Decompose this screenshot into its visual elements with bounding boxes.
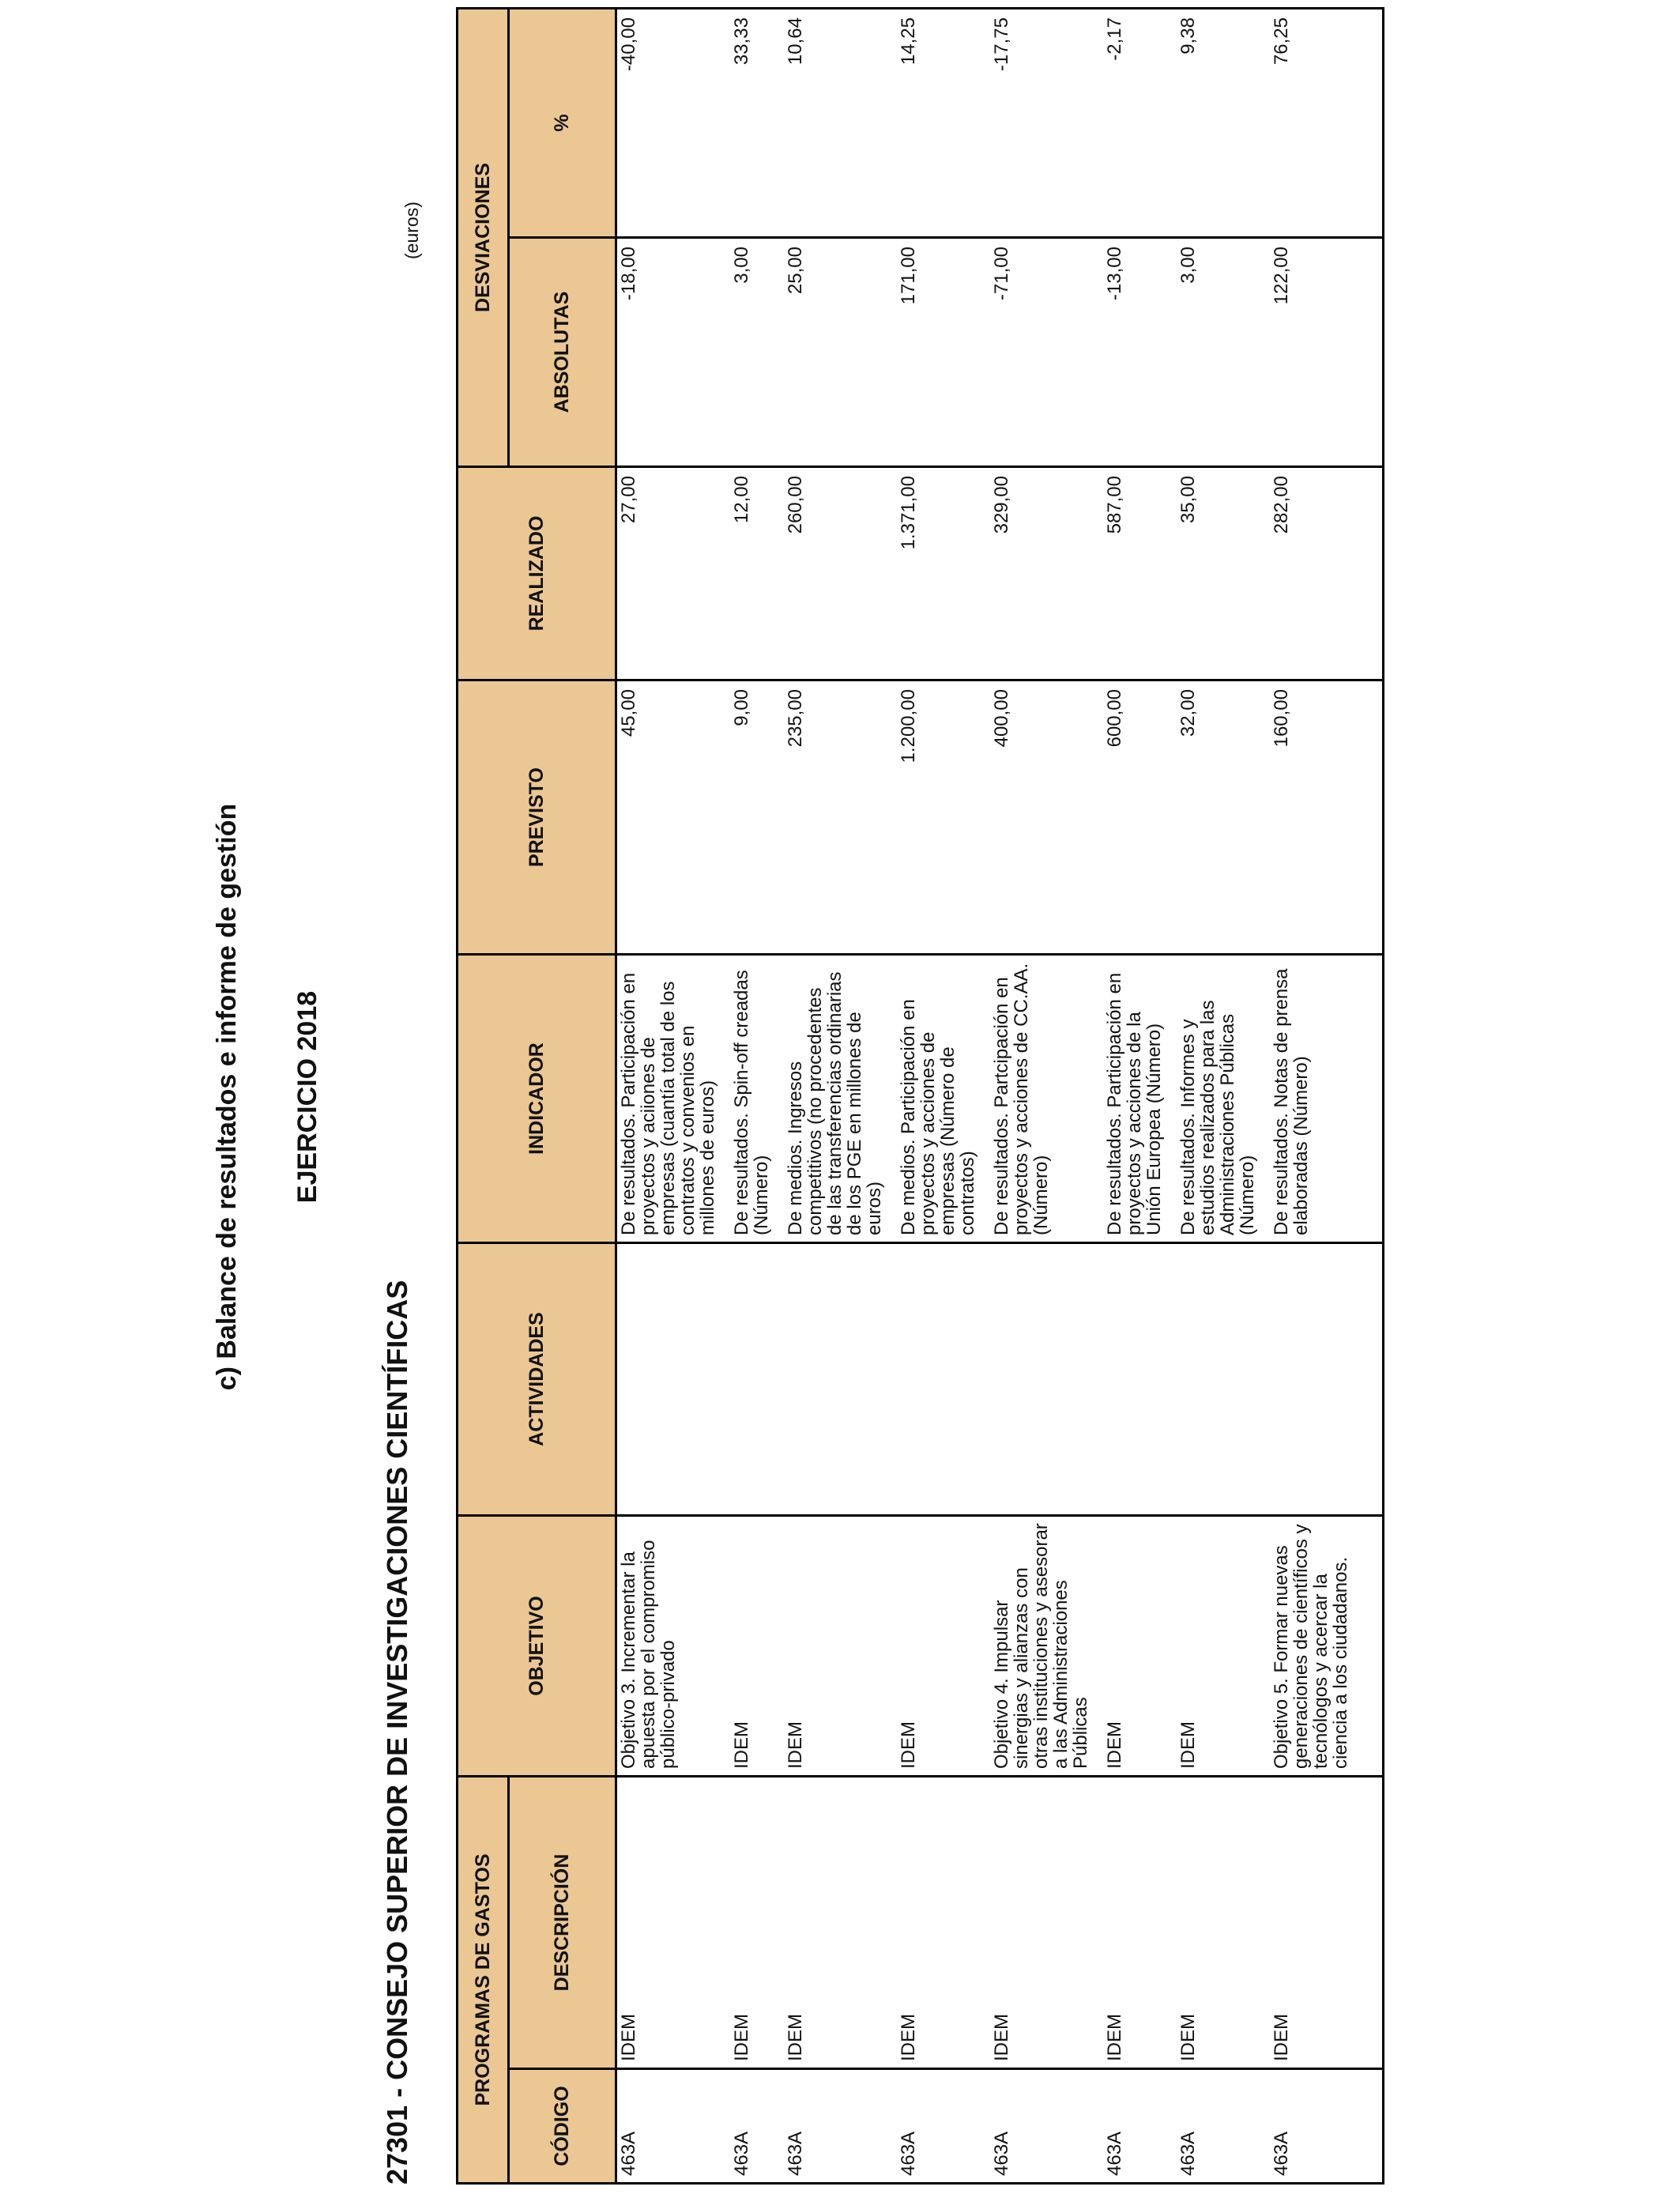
cell-codigo: 463A [989, 2069, 1102, 2184]
cell-previsto: 45,00 [616, 680, 729, 955]
cell-realizado: 329,00 [989, 467, 1102, 680]
entity-title: 27301 - CONSEJO SUPERIOR DE INVESTIGACIONES CIENTÍFICAS [381, 1280, 413, 2185]
header-indicador: INDICADOR [458, 955, 616, 1243]
cell-objetivo: IDEM [895, 1516, 989, 1777]
cell-objetivo: IDEM [1175, 1516, 1268, 1777]
cell-porcentaje: 14,25 [895, 9, 989, 238]
cell-descripcion: IDEM [1268, 1777, 1384, 2069]
cell-indicador: De resultados. Informes y estudios realizados para las Administraciones Públicas (Número) [1175, 955, 1268, 1243]
cell-porcentaje: 9,38 [1175, 9, 1268, 238]
header-actividades: ACTIVIDADES [458, 1243, 616, 1516]
cell-previsto: 400,00 [989, 680, 1102, 955]
cell-porcentaje: 76,25 [1268, 9, 1384, 238]
cell-objetivo: IDEM [1102, 1516, 1175, 1777]
cell-actividades [895, 1243, 989, 1516]
cell-absolutas: -13,00 [1102, 238, 1175, 467]
cell-porcentaje: -2,17 [1102, 9, 1175, 238]
cell-objetivo: IDEM [729, 1516, 782, 1777]
cell-porcentaje: -40,00 [616, 9, 729, 238]
cell-realizado: 27,00 [616, 467, 729, 680]
cell-actividades [1175, 1243, 1268, 1516]
cell-codigo: 463A [1268, 2069, 1384, 2184]
header-descripcion: DESCRIPCIÓN [509, 1777, 616, 2069]
cell-previsto: 160,00 [1268, 680, 1384, 955]
cell-codigo: 463A [1175, 2069, 1268, 2184]
cell-descripcion: IDEM [616, 1777, 729, 2069]
cell-descripcion: IDEM [1175, 1777, 1268, 2069]
cell-objetivo: Objetivo 4. Impulsar sinergias y alianzas con otras instituciones y asesorar a las Administraciones Públicas [989, 1516, 1102, 1777]
cell-realizado: 260,00 [782, 467, 895, 680]
cell-realizado: 587,00 [1102, 467, 1175, 680]
cell-objetivo: Objetivo 5. Formar nuevas generaciones de científicos y tecnólogos y acercar la ciencia a los ciudadanos. [1268, 1516, 1384, 1777]
cell-realizado: 12,00 [729, 467, 782, 680]
cell-porcentaje: 33,33 [729, 9, 782, 238]
cell-codigo: 463A [616, 2069, 729, 2184]
header-realizado: REALIZADO [458, 467, 616, 680]
cell-previsto: 1.200,00 [895, 680, 989, 955]
cell-indicador: De resultados. Partcipación en proyectos y acciones de CC.AA. (Número) [989, 955, 1102, 1243]
cell-realizado: 1.371,00 [895, 467, 989, 680]
cell-absolutas: 25,00 [782, 238, 895, 467]
header-objetivo: OBJETIVO [458, 1516, 616, 1777]
cell-objetivo: Objetivo 3. Incrementar la apuesta por el compromiso público-privado [616, 1516, 729, 1777]
table-row [1102, 9, 1175, 2184]
cell-absolutas: 3,00 [1175, 238, 1268, 467]
fiscal-year-heading: EJERCICIO 2018 [292, 990, 322, 1204]
cell-descripcion: IDEM [1102, 1777, 1175, 2069]
cell-indicador: De resultados. Spin-off creadas (Número) [729, 955, 782, 1243]
table-row [1268, 9, 1384, 2184]
cell-absolutas: 3,00 [729, 238, 782, 467]
cell-descripcion: IDEM [895, 1777, 989, 2069]
cell-actividades [989, 1243, 1102, 1516]
section-heading: c) Balance de resultados e informe de gestión [212, 803, 242, 1391]
cell-porcentaje: 10,64 [782, 9, 895, 238]
cell-previsto: 600,00 [1102, 680, 1175, 955]
table-row [895, 9, 989, 2184]
header-absolutas: ABSOLUTAS [509, 238, 616, 467]
cell-codigo: 463A [895, 2069, 989, 2184]
cell-indicador: De resultados. Participación en proyectos y aciiones de empresas (cuantía total de los contratos y convenios en millones de euros) [616, 955, 729, 1243]
cell-objetivo: IDEM [782, 1516, 895, 1777]
cell-actividades [616, 1243, 729, 1516]
currency-units: (euros) [401, 202, 422, 259]
cell-codigo: 463A [782, 2069, 895, 2184]
cell-actividades [1268, 1243, 1384, 1516]
cell-actividades [782, 1243, 895, 1516]
table-row [729, 9, 782, 2184]
cell-codigo: 463A [729, 2069, 782, 2184]
cell-absolutas: 122,00 [1268, 238, 1384, 467]
cell-realizado: 282,00 [1268, 467, 1384, 680]
cell-absolutas: -18,00 [616, 238, 729, 467]
cell-absolutas: -71,00 [989, 238, 1102, 467]
cell-previsto: 9,00 [729, 680, 782, 955]
cell-porcentaje: -17,75 [989, 9, 1102, 238]
cell-descripcion: IDEM [782, 1777, 895, 2069]
cell-indicador: De resultados. Participación en proyectos y acciones de la Unión Europea (Número) [1102, 955, 1175, 1243]
header-codigo: CÓDIGO [509, 2069, 616, 2184]
table-row [616, 9, 729, 2184]
cell-realizado: 35,00 [1175, 467, 1268, 680]
header-porcentaje: % [509, 9, 616, 238]
cell-descripcion: IDEM [989, 1777, 1102, 2069]
header-group-programas: PROGRAMAS DE GASTOS [458, 1777, 509, 2184]
header-previsto: PREVISTO [458, 680, 616, 955]
cell-indicador: De medios. Participación en proyectos y acciones de empresas (Número de contratos) [895, 955, 989, 1243]
cell-previsto: 235,00 [782, 680, 895, 955]
cell-codigo: 463A [1102, 2069, 1175, 2184]
cell-indicador: De medios. Ingresos competitivos (no procedentes de las transferencias ordinarias de los PGE en millones de euros) [782, 955, 895, 1243]
cell-absolutas: 171,00 [895, 238, 989, 467]
cell-actividades [729, 1243, 782, 1516]
table-row [1175, 9, 1268, 2184]
cell-actividades [1102, 1243, 1175, 1516]
header-group-desviaciones: DESVIACIONES [458, 9, 509, 467]
cell-indicador: De resultados. Notas de prensa elaboradas (Número) [1268, 955, 1384, 1243]
table-row [989, 9, 1102, 2184]
cell-previsto: 32,00 [1175, 680, 1268, 955]
results-table [456, 7, 1384, 2185]
table-row [782, 9, 895, 2184]
cell-descripcion: IDEM [729, 1777, 782, 2069]
